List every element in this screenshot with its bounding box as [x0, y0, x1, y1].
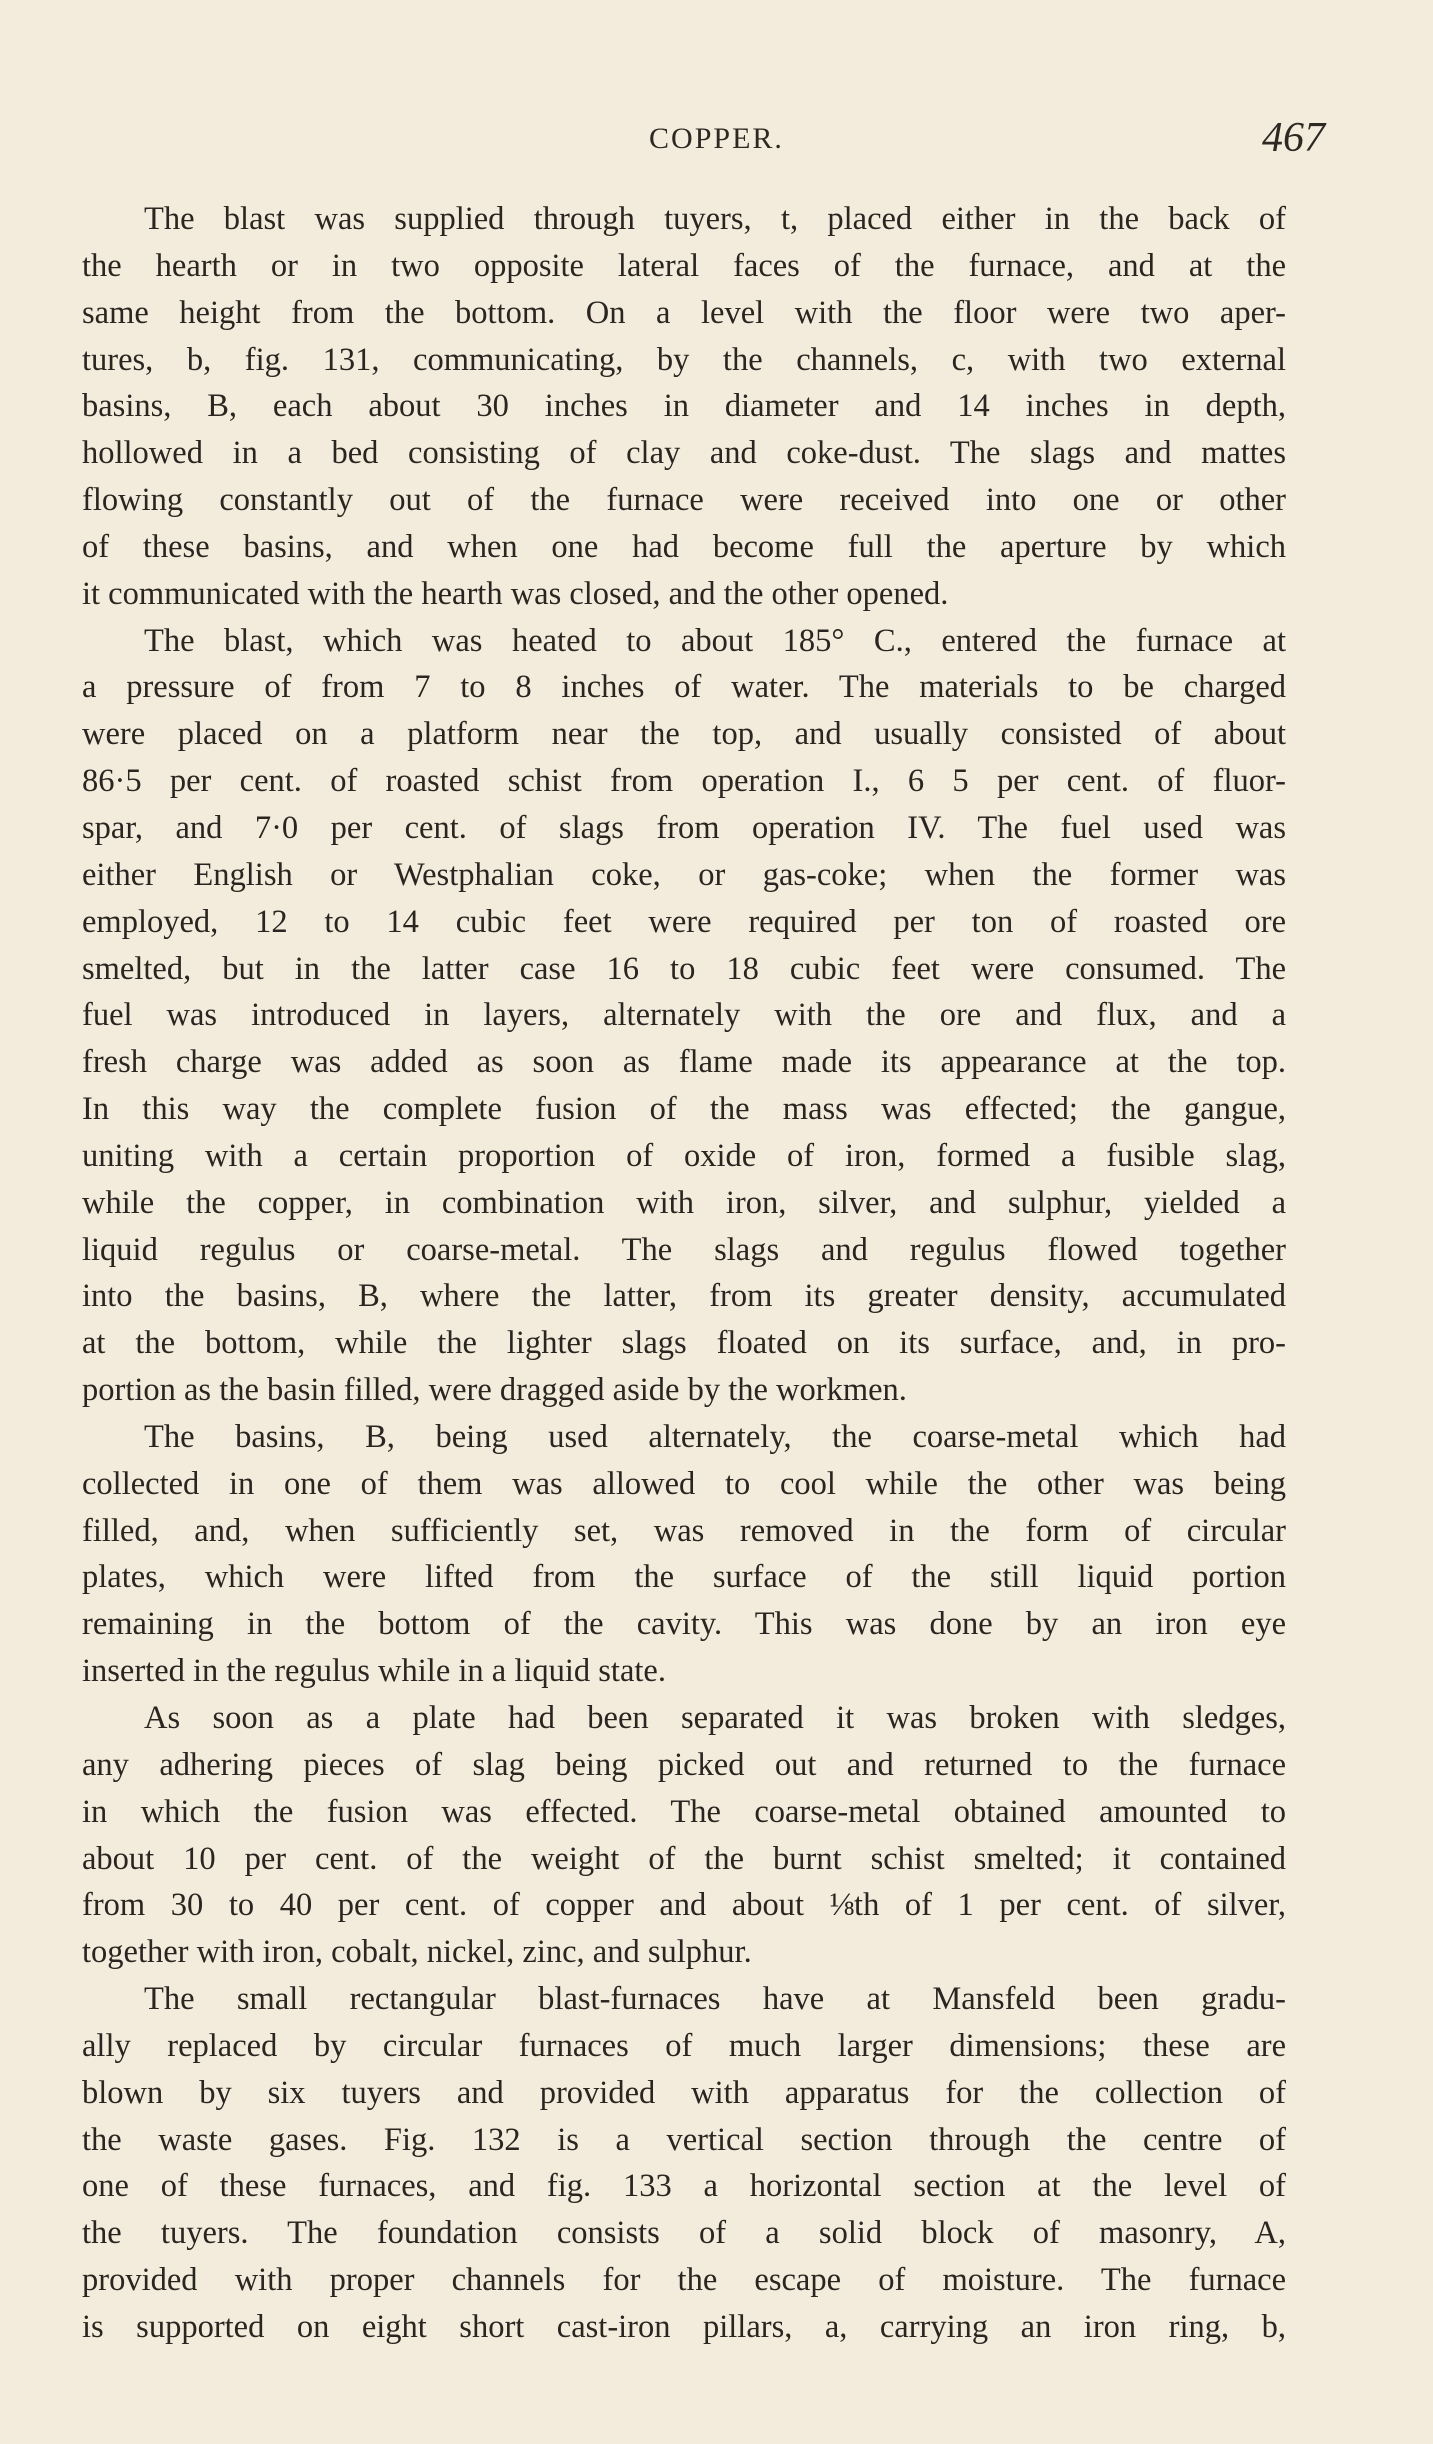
- text-line: the tuyers. The foundation consists of a solid block of masonry, A,: [82, 2215, 1286, 2252]
- text-line: portion as the basin filled, were dragged aside by the workmen.: [82, 1372, 907, 1409]
- running-head: [0, 115, 1433, 178]
- text-line: it communicated with the hearth was closed, and the other opened.: [82, 575, 949, 612]
- text-line: were placed on a platform near the top, and usually consisted of about: [82, 716, 1286, 753]
- text-line: remaining in the bottom of the cavity. This was done by an iron eye: [82, 1606, 1286, 1643]
- text-line: at the bottom, while the lighter slags floated on its surface, and, in pro-: [82, 1325, 1286, 1362]
- text-line: spar, and 7·0 per cent. of slags from operation IV. The fuel used was: [82, 809, 1286, 846]
- page-number: 467: [1262, 115, 1325, 161]
- text-line: same height from the bottom. On a level with the floor were two aper-: [82, 294, 1286, 331]
- text-line: from 30 to 40 per cent. of copper and about ⅛th of 1 per cent. of silver,: [82, 1887, 1286, 1924]
- text-line: any adhering pieces of slag being picked out and returned to the furnace: [82, 1746, 1286, 1783]
- text-line: the hearth or in two opposite lateral faces of the furnace, and at the: [82, 247, 1286, 284]
- text-line: hollowed in a bed consisting of clay and coke-dust. The slags and mattes: [82, 435, 1286, 472]
- text-line: flowing constantly out of the furnace were received into one or other: [82, 482, 1286, 519]
- text-line: the waste gases. Fig. 132 is a vertical section through the centre of: [82, 2121, 1286, 2158]
- text-line: basins, B, each about 30 inches in diameter and 14 inches in depth,: [82, 388, 1286, 425]
- text-line: blown by six tuyers and provided with apparatus for the collection of: [82, 2074, 1286, 2111]
- text-line: while the copper, in combination with iron, silver, and sulphur, yielded a: [82, 1184, 1286, 1221]
- text-line: The basins, B, being used alternately, the coarse-metal which had: [144, 1418, 1286, 1455]
- text-line: together with iron, cobalt, nickel, zinc, and sulphur.: [82, 1934, 752, 1971]
- text-line: a pressure of from 7 to 8 inches of water. The materials to be charged: [82, 669, 1286, 706]
- body-text: [82, 196, 1286, 2356]
- text-line: The small rectangular blast-furnaces have at Mansfeld been gradu-: [144, 1981, 1286, 2018]
- text-line: The blast was supplied through tuyers, t, placed either in the back of: [144, 201, 1286, 237]
- text-line: inserted in the regulus while in a liquid state.: [82, 1653, 666, 1690]
- text-line: plates, which were lifted from the surface of the still liquid portion: [82, 1559, 1286, 1596]
- text-line: As soon as a plate had been separated it was broken with sledges,: [144, 1700, 1286, 1736]
- text-line: 86·5 per cent. of roasted schist from operation I., 6 5 per cent. of fluor-: [82, 763, 1286, 800]
- text-line: in which the fusion was effected. The coarse-metal obtained amounted to: [82, 1793, 1286, 1830]
- text-line: one of these furnaces, and fig. 133 a horizontal section at the level of: [82, 2168, 1286, 2205]
- text-line: smelted, but in the latter case 16 to 18 cubic feet were consumed. The: [82, 950, 1286, 987]
- text-line: ally replaced by circular furnaces of much larger dimensions; these are: [82, 2027, 1286, 2064]
- running-title: COPPER.: [649, 122, 784, 155]
- text-line: filled, and, when sufficiently set, was removed in the form of circular: [82, 1512, 1286, 1549]
- text-line: into the basins, B, where the latter, from its greater density, accumulated: [82, 1278, 1286, 1315]
- text-line: provided with proper channels for the escape of moisture. The furnace: [82, 2262, 1286, 2299]
- text-line: fuel was introduced in layers, alternately with the ore and flux, and a: [82, 997, 1286, 1034]
- text-line: collected in one of them was allowed to cool while the other was being: [82, 1465, 1286, 1502]
- text-line: tures, b, fig. 131, communicating, by the channels, c, with two external: [82, 341, 1286, 378]
- text-line: liquid regulus or coarse-metal. The slags and regulus flowed together: [82, 1231, 1286, 1268]
- text-line: either English or Westphalian coke, or gas-coke; when the former was: [82, 856, 1286, 893]
- text-line: uniting with a certain proportion of oxide of iron, formed a fusible slag,: [82, 1137, 1286, 1174]
- text-line: is supported on eight short cast-iron pillars, a, carrying an iron ring, b,: [82, 2308, 1286, 2345]
- text-line: of these basins, and when one had become full the aperture by which: [82, 528, 1286, 565]
- text-line: fresh charge was added as soon as flame made its appearance at the top.: [82, 1044, 1286, 1081]
- text-line: The blast, which was heated to about 185° C., entered the furnace at: [144, 622, 1286, 659]
- text-line: In this way the complete fusion of the mass was effected; the gangue,: [82, 1091, 1286, 1128]
- text-line: about 10 per cent. of the weight of the burnt schist smelted; it contained: [82, 1840, 1286, 1877]
- text-line: employed, 12 to 14 cubic feet were required per ton of roasted ore: [82, 903, 1286, 940]
